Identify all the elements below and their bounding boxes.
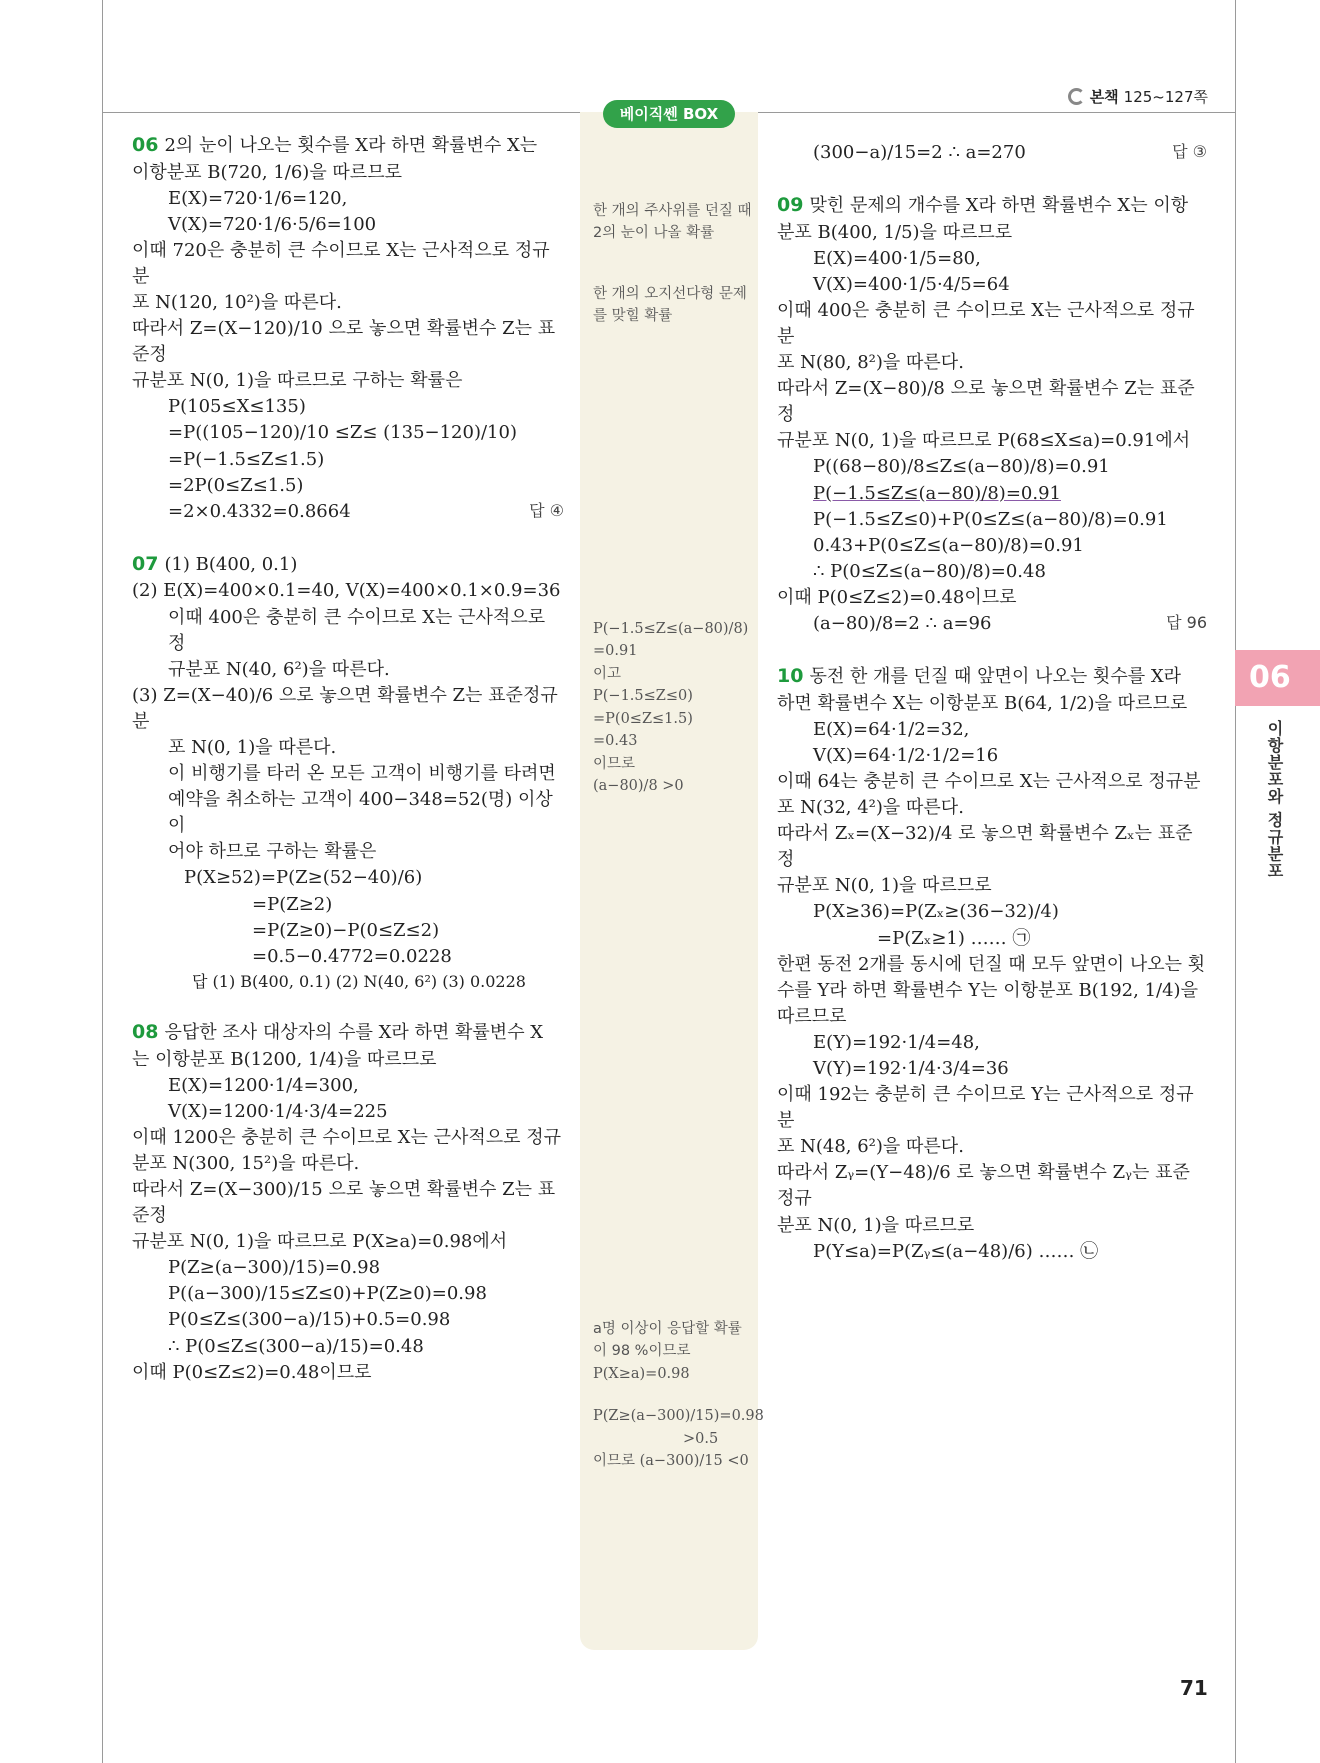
math-line: =2P(0≤Z≤1.5): [168, 474, 304, 496]
text-line: 따라서 Zₓ=(X−32)/4 로 놓으면 확률변수 Zₓ는 표준정: [777, 823, 1193, 871]
text-line: 이때 1200은 충분히 큰 수이므로 X는 근사적으로 정규: [132, 1126, 562, 1148]
note-line: 이 98 %이므로: [593, 1343, 691, 1360]
note-line: =P(0≤Z≤1.5): [593, 710, 693, 727]
text-line: 포 N(48, 6²)을 따른다.: [777, 1136, 964, 1158]
chapter-tab: 06: [1235, 650, 1320, 706]
note-line: 한 개의 오지선다형 문제: [593, 285, 747, 302]
box-note: [593, 618, 753, 798]
text-line: 분포 B(400, 1/5)을 따르므로: [777, 221, 1013, 243]
text-line: 포 N(80, 8²)을 따른다.: [777, 352, 964, 374]
note-line: P(X≥a)=0.98: [593, 1365, 690, 1382]
math-line: (a−80)/8=2 ∴ a=96: [813, 613, 992, 635]
text-line: 예약을 취소하는 고객이 400−348=52(명) 이상이: [168, 789, 553, 837]
text-line: 이때 64는 충분히 큰 수이므로 X는 근사적으로 정규분: [777, 770, 1201, 792]
problem-number: 08: [132, 1021, 159, 1043]
math-line: 0.43+P(0≤Z≤(a−80)/8)=0.91: [813, 534, 1084, 556]
note-line: P(Z≥(a−300)/15)=0.98: [593, 1408, 764, 1425]
text-line: (1) B(400, 0.1): [164, 553, 298, 575]
page-frame-right: [1235, 0, 1236, 1763]
math-line: V(X)=64·1/2·1/2=16: [813, 744, 999, 766]
text-line: 따라서 Zᵧ=(Y−48)/6 로 놓으면 확률변수 Zᵧ는 표준정규: [777, 1162, 1190, 1210]
text-line: 이때 192는 충분히 큰 수이므로 Y는 근사적으로 정규분: [777, 1084, 1194, 1132]
math-line: ∴ P(0≤Z≤(a−80)/8)=0.48: [813, 560, 1046, 582]
math-line: P(X≥36)=P(Zₓ≥(36−32)/4): [813, 901, 1059, 923]
note-line: 한 개의 주사위를 던질 때: [593, 203, 752, 219]
text-line: 따라서 Z=(X−120)/10 으로 놓으면 확률변수 Z는 표준정: [132, 318, 556, 366]
text-line: 포 N(120, 10²)을 따른다.: [132, 292, 342, 314]
math-line: P(X≥52)=P(Z≥(52−40)/6): [184, 867, 423, 889]
math-line: V(X)=1200·1/4·3/4=225: [168, 1100, 388, 1122]
page-frame-left: [102, 0, 103, 1763]
reference-pages: 125~127쪽: [1123, 88, 1208, 106]
book-reference: [1068, 86, 1208, 107]
text-line: 이때 P(0≤Z≤2)=0.48이므로: [777, 586, 1017, 608]
math-line: E(X)=1200·1/4=300,: [168, 1074, 359, 1096]
note-line: =0.43: [593, 733, 638, 750]
math-line: P((a−300)/15≤Z≤0)+P(Z≥0)=0.98: [168, 1283, 487, 1305]
math-line: =P(Z≥2): [252, 893, 333, 915]
basic-box-title: 베이직쎈 BOX: [603, 100, 735, 128]
answer-mark: 답 ③: [1172, 142, 1207, 161]
math-line: =P((105−120)/10 ≤Z≤ (135−120)/10): [168, 422, 517, 444]
note-line: 이고: [593, 665, 622, 682]
chapter-title: 이항분포와 정규분포: [1265, 720, 1284, 880]
text-line: 따라서 Z=(X−300)/15 으로 놓으면 확률변수 Z는 표준정: [132, 1179, 556, 1227]
text-line: 한편 동전 2개를 동시에 던질 때 모두 앞면이 나오는 횟: [777, 953, 1206, 975]
text-line: 이항분포 B(720, 1/6)을 따르므로: [132, 161, 402, 183]
problem-number: 10: [777, 665, 804, 688]
text-line: 이때 400은 충분히 큰 수이므로 X는 근사적으로 정규분: [777, 299, 1195, 348]
answer-mark: 답 96: [1166, 613, 1207, 633]
answer-mark: 답 (1) B(400, 0.1) (2) N(40, 6²) (3) 0.0228: [192, 971, 526, 991]
solution-08: [132, 1019, 564, 1386]
text-line: 포 N(0, 1)을 따른다.: [168, 736, 337, 758]
math-line: ∴ P(0≤Z≤(300−a)/15)=0.48: [168, 1335, 424, 1357]
note-line: 이므로 (a−300)/15 <0: [593, 1452, 749, 1469]
reference-icon: [1068, 88, 1085, 105]
text-line: 응답한 조사 대상자의 수를 X라 하면 확률변수 X: [164, 1022, 544, 1043]
math-line: V(X)=720·1/6·5/6=100: [168, 213, 377, 235]
solution-10: [777, 663, 1207, 1265]
solution-09: [777, 192, 1207, 637]
note-line: >0.5: [683, 1430, 719, 1447]
left-column: [132, 132, 564, 1394]
math-line: =P(Zₓ≥1) …… ㉠: [877, 927, 1031, 949]
problem-number: 07: [132, 552, 159, 575]
math-line: P(0≤Z≤(300−a)/15)+0.5=0.98: [168, 1309, 451, 1331]
text-line: 규분포 N(0, 1)을 따르므로 P(68≤X≤a)=0.91에서: [777, 430, 1191, 452]
note-line: a명 이상이 응답할 확률: [593, 1320, 742, 1337]
box-notes: [593, 200, 764, 1510]
text-line: (2) E(X)=400×0.1=40, V(X)=400×0.1×0.9=36: [132, 580, 561, 602]
page-number: 71: [1180, 1676, 1208, 1700]
math-line: =0.5−0.4772=0.0228: [252, 945, 452, 967]
math-line: E(X)=720·1/6=120,: [168, 187, 348, 209]
math-line: E(X)=64·1/2=32,: [813, 718, 970, 740]
math-line: (300−a)/15=2 ∴ a=270: [813, 142, 1026, 163]
text-line: 이때 400은 충분히 큰 수이므로 X는 근사적으로 정: [168, 606, 546, 654]
text-line: 수를 Y라 하면 확률변수 Y는 이항분포 B(192, 1/4)을: [777, 979, 1198, 1001]
solution-07: [132, 551, 564, 993]
math-line: P(−1.5≤Z≤(a−80)/8)=0.91: [813, 482, 1061, 504]
text-line: 는 이항분포 B(1200, 1/4)을 따르므로: [132, 1048, 437, 1070]
note-line: 를 맞힐 확률: [593, 308, 673, 325]
box-note: [593, 283, 753, 328]
problem-number: 09: [777, 194, 804, 217]
note-line: P(−1.5≤Z≤(a−80)/8): [593, 620, 749, 637]
text-line: 따르므로: [777, 1005, 847, 1027]
box-note: [593, 1405, 764, 1472]
text-line: 규분포 N(0, 1)을 따르므로: [777, 875, 992, 897]
math-line: P((68−80)/8≤Z≤(a−80)/8)=0.91: [813, 456, 1110, 478]
math-line: =P(Z≥0)−P(0≤Z≤2): [252, 919, 440, 941]
math-line: =2×0.4332=0.8664: [168, 500, 351, 522]
text-line: 맞힌 문제의 개수를 X라 하면 확률변수 X는 이항: [809, 195, 1189, 217]
math-line: P(Y≤a)=P(Zᵧ≤(a−48)/6) …… ㉡: [813, 1240, 1099, 1262]
problem-number: 06: [132, 134, 159, 156]
text-line: 따라서 Z=(X−80)/8 으로 놓으면 확률변수 Z는 표준정: [777, 378, 1195, 426]
math-line: P(−1.5≤Z≤0)+P(0≤Z≤(a−80)/8)=0.91: [813, 508, 1168, 530]
text-line: 규분포 N(40, 6²)을 따른다.: [168, 658, 390, 680]
note-line: (a−80)/8 >0: [593, 778, 684, 795]
text-line: 포 N(32, 4²)을 따른다.: [777, 797, 964, 819]
math-line: =P(−1.5≤Z≤1.5): [168, 448, 325, 470]
note-line: =0.91: [593, 643, 638, 660]
text-line: 동전 한 개를 던질 때 앞면이 나오는 횟수를 X라: [809, 666, 1182, 688]
math-line: E(X)=400·1/5=80,: [813, 247, 981, 269]
solution-06: [132, 132, 564, 525]
reference-label: 본책: [1089, 88, 1119, 106]
text-line: 분포 N(0, 1)을 따르므로: [777, 1214, 975, 1236]
right-column: [777, 140, 1207, 1273]
box-note: [593, 200, 753, 245]
note-line: 2의 눈이 나올 확률: [593, 225, 715, 242]
math-line: P(Z≥(a−300)/15)=0.98: [168, 1257, 381, 1279]
text-line: 분포 N(300, 15²)을 따른다.: [132, 1152, 360, 1174]
text-line: 이때 720은 충분히 큰 수이므로 X는 근사적으로 정규분: [132, 239, 550, 287]
math-line: V(Y)=192·1/4·3/4=36: [813, 1058, 1009, 1079]
math-line: P(105≤X≤135): [168, 396, 306, 418]
text-line: 이때 P(0≤Z≤2)=0.48이므로: [132, 1361, 372, 1383]
box-note: [593, 1318, 753, 1385]
text-line: 2의 눈이 나오는 횟수를 X라 하면 확률변수 X는: [164, 135, 538, 156]
text-line: 어야 하므로 구하는 확률은: [168, 841, 377, 863]
note-line: 이므로: [593, 755, 636, 772]
math-line: E(Y)=192·1/4=48,: [813, 1031, 980, 1053]
math-line: V(X)=400·1/5·4/5=64: [813, 273, 1010, 295]
text-line: 규분포 N(0, 1)을 따르므로 P(X≥a)=0.98에서: [132, 1231, 508, 1253]
text-line: (3) Z=(X−40)/6 으로 놓으면 확률변수 Z는 표준정규분: [132, 684, 558, 732]
text-line: 하면 확률변수 X는 이항분포 B(64, 1/2)을 따르므로: [777, 692, 1188, 714]
text-line: 규분포 N(0, 1)을 따르므로 구하는 확률은: [132, 370, 463, 392]
solution-08-end: [777, 140, 1207, 166]
text-line: 이 비행기를 타러 온 모든 고객이 비행기를 타려면: [168, 763, 556, 785]
answer-mark: 답 ④: [529, 500, 564, 520]
note-line: P(−1.5≤Z≤0): [593, 688, 693, 705]
